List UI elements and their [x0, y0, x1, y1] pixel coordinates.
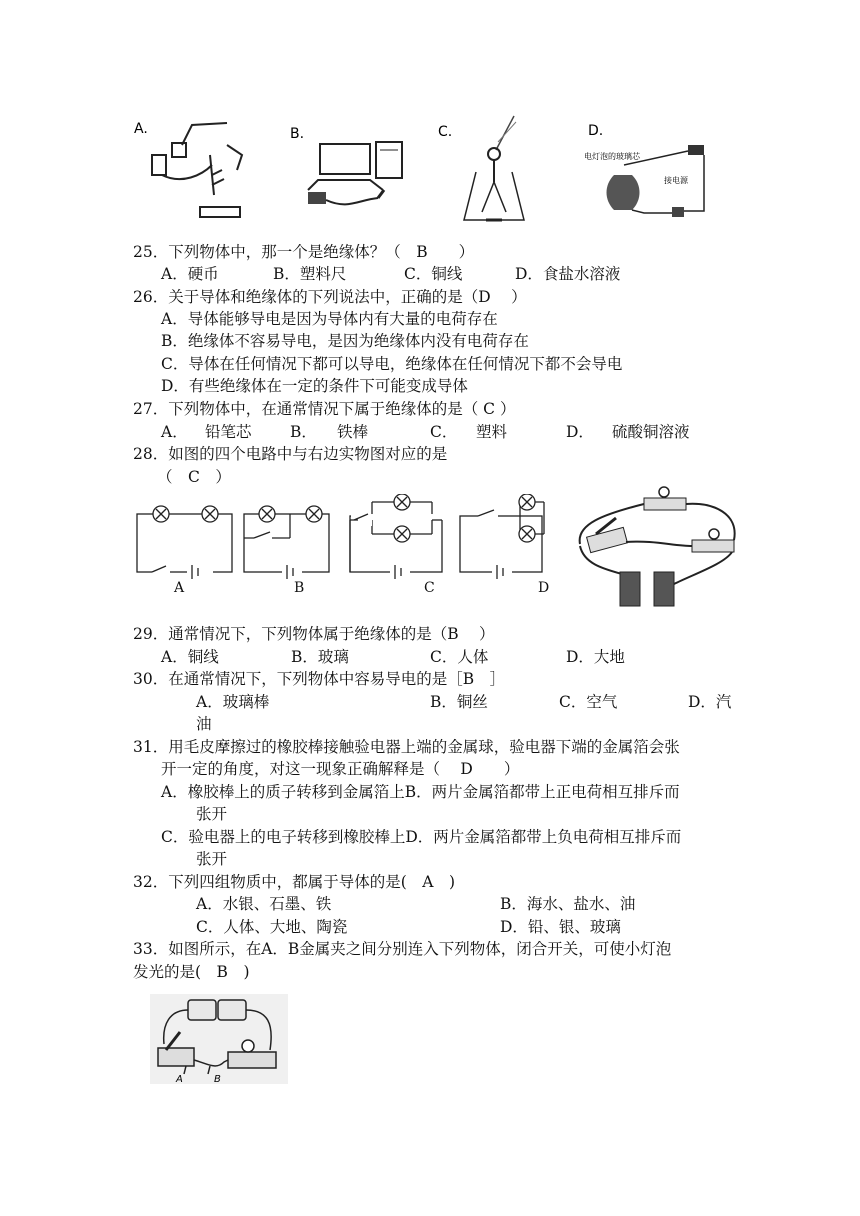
- circuit-label-a: A: [174, 580, 185, 596]
- question-27-option-c-text: 塑料: [476, 423, 508, 441]
- figure-d-caption-top: 电灯泡的玻璃芯: [584, 152, 640, 161]
- q33-label-a: A: [176, 1074, 183, 1084]
- question-30-option-b: B．铜丝: [430, 693, 488, 711]
- figure-b: [288, 120, 408, 220]
- circuit-label-d: D: [538, 580, 550, 596]
- question-33-stem-cont: 发光的是( B ): [133, 963, 250, 981]
- circuit-label-c: C: [424, 580, 435, 596]
- question-28-answer: （ C ）: [157, 468, 231, 486]
- question-27-option-b-text: 铁棒: [337, 423, 369, 441]
- figure-d: [584, 115, 714, 225]
- question-29-stem: 29．通常情况下，下列物体属于绝缘体的是（B ）: [133, 625, 495, 643]
- figure-c-label: C.: [438, 124, 453, 140]
- question-27-option-a-text: 铅笔芯: [205, 423, 252, 441]
- question-26-option-a: A．导体能够导电是因为导体内有大量的电荷存在: [161, 310, 498, 328]
- question-27-option-d-text: 硫酸铜溶液: [612, 423, 690, 441]
- q33-circuit-photo: [150, 994, 288, 1084]
- question-25-option-a: A．硬币: [161, 265, 219, 283]
- question-29-option-b: B．玻璃: [291, 648, 349, 666]
- question-26-stem: 26．关于导体和绝缘体的下列说法中，正确的是（D ）: [133, 288, 527, 306]
- question-32-option-c: C．人体、大地、陶瓷: [196, 918, 348, 936]
- question-31-option-ab: A．橡胶棒上的质子转移到金属箔上B．两片金属箔都带上正电荷相互排斥而: [161, 783, 680, 801]
- question-26-option-c: C．导体在任何情况下都可以导电，绝缘体在任何情况下都不会导电: [161, 355, 623, 373]
- figure-a-label: A.: [134, 121, 148, 137]
- question-26-option-d: D．有些绝缘体在一定的条件下可能变成导体: [161, 377, 468, 395]
- circuit-a: [137, 506, 232, 579]
- question-25-option-c: C．铜线: [404, 265, 463, 283]
- question-27-option-c-letter: C．: [430, 423, 458, 441]
- question-30-stem: 30．在通常情况下，下列物体中容易导电的是［B ］: [133, 670, 506, 688]
- q28-real-circuit-photo: [574, 484, 744, 614]
- question-32-option-b: B．海水、盐水、油: [500, 895, 636, 913]
- question-33-stem: 33．如图所示，在A．B金属夹之间分别连入下列物体，闭合开关，可使小灯泡: [133, 940, 672, 958]
- question-32-option-d: D．铅、银、玻璃: [500, 918, 621, 936]
- question-32-option-a: A．水银、石墨、铁: [196, 895, 332, 913]
- question-30-option-c: C．空气: [559, 693, 618, 711]
- question-29-option-c: C．人体: [430, 648, 489, 666]
- question-32-stem: 32．下列四组物质中，都属于导体的是( A ): [133, 873, 456, 891]
- figure-c: [434, 112, 544, 232]
- question-28-stem: 28．如图的四个电路中与右边实物图对应的是: [133, 445, 448, 463]
- question-25-stem: 25．下列物体中，那一个是绝缘体？（ B ）: [133, 243, 475, 261]
- question-29-option-d: D．大地: [566, 648, 625, 666]
- question-31-stem: 31．用毛皮摩擦过的橡胶棒接触验电器上端的金属球，验电器下端的金属箔会张: [133, 738, 680, 756]
- circuit-diagrams: [132, 494, 562, 584]
- circuit-c: [350, 494, 446, 579]
- question-26-option-b: B．绝缘体不容易导电，是因为绝缘体内没有电荷存在: [161, 332, 529, 350]
- question-27-option-d-letter: D．: [566, 423, 594, 441]
- question-25-option-b: B．塑料尺: [273, 265, 347, 283]
- question-29-option-a: A．铜线: [161, 648, 219, 666]
- circuit-label-b: B: [294, 580, 305, 596]
- question-31-option-cd: C．验电器上的电子转移到橡胶棒上D．两片金属箔都带上负电荷相互排斥而: [161, 828, 682, 846]
- circuit-b: [244, 506, 329, 579]
- circuit-d: [460, 494, 544, 579]
- question-27-option-a-letter: A．: [161, 423, 188, 441]
- question-31-stem-cont: 开一定的角度，对这一现象正确解释是（ D ）: [161, 760, 520, 778]
- question-30-option-a: A．玻璃棒: [196, 693, 270, 711]
- question-31-option-cd-cont: 张开: [196, 850, 228, 868]
- figure-b-label: B.: [290, 126, 305, 142]
- question-30-option-d: D．汽: [688, 693, 732, 711]
- figure-d-label: D.: [588, 123, 604, 139]
- figure-d-caption-right: 接电源: [664, 176, 688, 185]
- q33-label-b: B: [214, 1074, 221, 1084]
- question-31-option-ab-cont: 张开: [196, 805, 228, 823]
- figure-a: [132, 115, 252, 225]
- question-27-stem: 27．下列物体中，在通常情况下属于绝缘体的是（ C ）: [133, 400, 516, 418]
- question-30-option-d-cont: 油: [196, 715, 212, 733]
- question-25-option-d: D．食盐水溶液: [515, 265, 621, 283]
- question-27-option-b-letter: B．: [290, 423, 317, 441]
